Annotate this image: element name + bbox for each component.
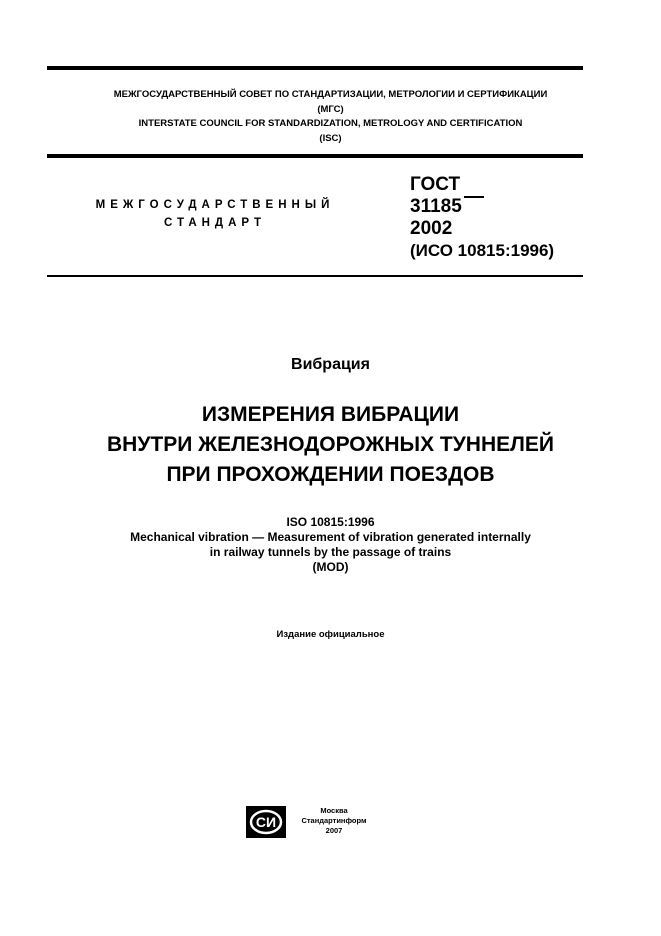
gost-iso-ref: (ИСО 10815:1996)	[410, 241, 555, 260]
title-line2: ВНУТРИ ЖЕЛЕЗНОДОРОЖНЫХ ТУННЕЛЕЙ	[107, 433, 554, 456]
standard-label-line1: МЕЖГОСУДАРСТВЕННЫЙ	[95, 199, 335, 211]
council-en-name: INTERSTATE COUNCIL FOR STANDARDIZATION, METROLOGY AND CERTIFICATION	[138, 118, 523, 129]
council-header	[0, 88, 661, 146]
iso-title-line2: in railway tunnels by the passage of trains	[209, 545, 452, 559]
iso-reference-block	[0, 515, 661, 575]
header-bottom-rule	[47, 154, 583, 158]
document-topic: Вибрация	[291, 356, 370, 373]
publisher-year: 2007	[325, 826, 343, 835]
gost-number: 31185	[410, 196, 462, 217]
gost-year: 2002	[410, 218, 453, 239]
title-line3: ПРИ ПРОХОЖДЕНИИ ПОЕЗДОВ	[166, 463, 495, 486]
council-en-abbr: (ISC)	[319, 132, 342, 144]
iso-title-line1: Mechanical vibration — Measurement of vibration generated internally	[130, 530, 531, 544]
council-ru-abbr: (МГС)	[317, 103, 344, 115]
dash-glyph	[464, 196, 484, 198]
council-ru-name: МЕЖГОСУДАРСТВЕННЫЙ СОВЕТ ПО СТАНДАРТИЗАЦИИ, МЕТРОЛОГИИ И СЕРТИФИКАЦИИ	[113, 89, 548, 100]
standard-label-line2: СТАНДАРТ	[164, 217, 266, 229]
iso-mod: (MOD)	[312, 560, 349, 574]
svg-text:СИ: СИ	[255, 814, 277, 830]
document-title	[0, 400, 661, 490]
standartinform-logo-icon	[246, 806, 286, 838]
interstate-standard-label	[60, 196, 370, 232]
top-rule	[47, 66, 583, 70]
iso-number: ISO 10815:1996	[286, 515, 375, 529]
designation-bottom-rule	[47, 275, 583, 277]
publisher-info	[292, 806, 376, 836]
publisher-name: Стандартинформ	[301, 816, 367, 825]
publisher-city: Москва	[320, 806, 348, 815]
gost-prefix: ГОСТ	[410, 174, 461, 195]
title-line1: ИЗМЕРЕНИЯ ВИБРАЦИИ	[201, 403, 460, 426]
gost-designation	[410, 174, 554, 262]
edition-note: Издание официальное	[276, 629, 385, 640]
gost-number-row	[410, 196, 554, 218]
